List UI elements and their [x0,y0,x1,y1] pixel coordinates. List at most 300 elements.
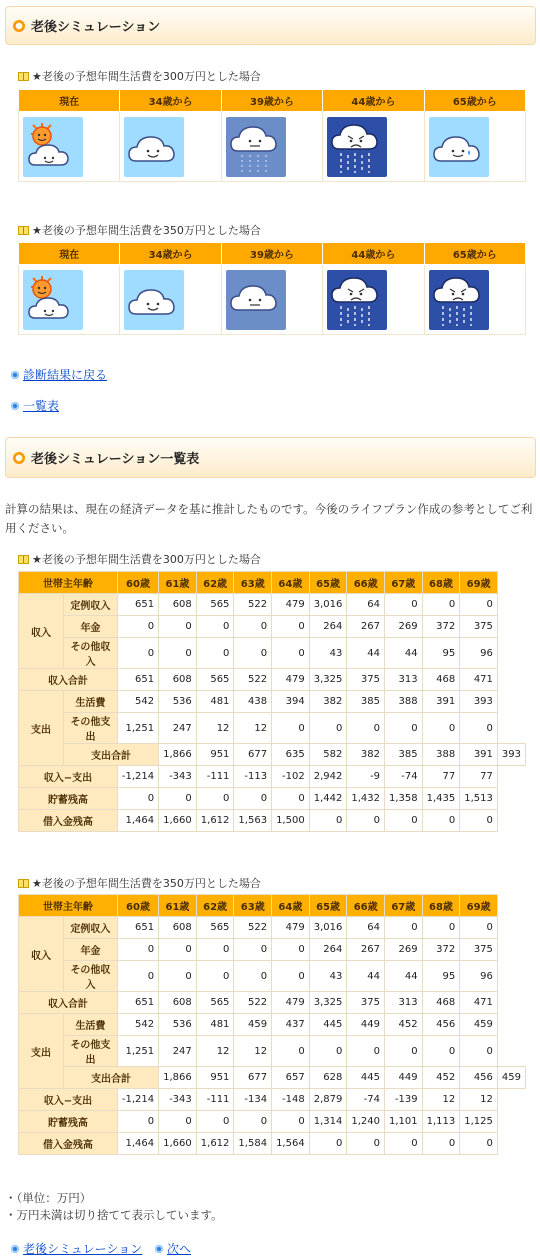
value-cell: 269 [384,616,422,638]
value-cell: 1,464 [117,1133,158,1155]
value-cell: 452 [422,1067,460,1089]
value-cell: 565 [196,669,234,691]
value-cell: -148 [272,1089,310,1111]
value-cell: 0 [196,961,234,992]
value-cell: 445 [309,1014,347,1036]
age-header: 67歳 [384,895,422,917]
value-cell: 0 [234,1111,272,1133]
value-cell: 459 [497,1067,525,1089]
value-cell: 565 [196,992,234,1014]
weather-cell [424,112,525,182]
weather-cell [221,112,322,182]
value-cell: 0 [272,713,310,744]
value-cell: 1,251 [117,1036,158,1067]
value-cell: -1,214 [117,766,158,788]
value-cell: 452 [384,1014,422,1036]
value-cell: 313 [384,992,422,1014]
weather-header: 39歳から [221,90,322,112]
value-cell: 481 [196,691,234,713]
weather-cell [424,265,525,335]
weather-cell [323,112,424,182]
weather-cell [120,112,221,182]
link-text: 診断結果に戻る [23,368,108,382]
value-cell: 0 [384,594,422,616]
value-cell: 1,435 [422,788,460,810]
age-header: 69歳 [460,572,498,594]
value-cell: -111 [196,1089,234,1111]
value-cell: 394 [272,691,310,713]
value-cell: 43 [309,638,347,669]
group-label: 支出 [19,1014,64,1089]
value-cell: 0 [422,810,460,832]
value-cell: 1,612 [196,1133,234,1155]
value-cell: 12 [234,713,272,744]
value-cell: 64 [347,594,385,616]
value-cell: 565 [196,594,234,616]
weather-table-350 [18,242,526,335]
value-cell: 449 [347,1014,385,1036]
value-cell: 43 [309,961,347,992]
value-cell: -9 [347,766,385,788]
value-cell: 0 [422,1133,460,1155]
table-header-row [19,895,526,917]
value-cell: 582 [309,744,347,766]
section-title-text: 老後シミュレーション [31,20,161,35]
value-cell: 0 [384,1036,422,1067]
value-cell: 0 [309,1133,347,1155]
value-cell: 267 [347,616,385,638]
value-cell: 0 [196,939,234,961]
simulation-link[interactable] [11,1240,142,1257]
row-label: その他収入 [64,961,118,992]
value-cell: 471 [460,669,498,691]
weather-cell [221,265,322,335]
value-cell: 0 [460,713,498,744]
value-cell: 1,564 [272,1133,310,1155]
value-cell: 1,240 [347,1111,385,1133]
value-cell: 3,325 [309,669,347,691]
value-cell: 0 [117,939,158,961]
value-cell: 0 [347,713,385,744]
value-cell: 0 [159,1111,197,1133]
angry-rain-cloud-icon [327,270,387,330]
data-caption-350 [18,875,261,891]
weather-header: 65歳から [424,90,525,112]
sunny-cloud-icon [23,117,83,177]
value-cell: 0 [159,939,197,961]
age-header: 65歳 [309,572,347,594]
value-cell: 1,251 [117,713,158,744]
link-bullet-icon [11,1245,19,1253]
value-cell: -134 [234,1089,272,1111]
age-header: 69歳 [460,895,498,917]
value-cell: 12 [422,1089,460,1111]
value-cell: 0 [117,961,158,992]
age-header: 62歳 [196,572,234,594]
value-cell: 437 [272,1014,310,1036]
value-cell: 542 [117,1014,158,1036]
value-cell: 542 [117,691,158,713]
age-header: 63歳 [234,572,272,594]
value-cell: 1,584 [234,1133,272,1155]
row-label: 定例収入 [64,917,118,939]
row-label: 定例収入 [64,594,118,616]
value-cell: 536 [159,1014,197,1036]
value-cell: 1,866 [159,1067,197,1089]
weather-header: 44歳から [323,243,424,265]
value-cell: 95 [422,961,460,992]
value-cell: 0 [272,1111,310,1133]
orange-bullet-icon [13,20,25,32]
value-cell: -1,214 [117,1089,158,1111]
value-cell: 96 [460,961,498,992]
value-cell: 468 [422,992,460,1014]
age-header: 68歳 [422,895,460,917]
value-cell: 1,464 [117,810,158,832]
table-row [19,744,526,766]
value-cell: 0 [272,638,310,669]
row-label: 貯蓄残高 [19,1111,118,1133]
link-bullet-icon [155,1245,163,1253]
row-label: 貯蓄残高 [19,788,118,810]
value-cell: 677 [234,744,272,766]
value-cell: 445 [347,1067,385,1089]
value-cell: 456 [422,1014,460,1036]
table-row [19,594,526,616]
value-cell: 677 [234,1067,272,1089]
row-label: その他支出 [64,1036,118,1067]
row-label: 収入合計 [19,992,118,1014]
value-cell: 375 [347,992,385,1014]
weather-table-300 [18,89,526,182]
value-cell: 2,879 [309,1089,347,1111]
age-header: 60歳 [117,895,158,917]
row-label: 生活費 [64,1014,118,1036]
book-icon [18,555,29,564]
value-cell: 479 [272,669,310,691]
value-cell: 0 [460,917,498,939]
value-cell: 0 [347,1133,385,1155]
row-label: 年金 [64,616,118,638]
table-row [19,638,526,669]
value-cell: 0 [234,788,272,810]
value-cell: 456 [460,1067,498,1089]
row-label: 支出合計 [64,1067,159,1089]
intro-text: 計算の結果は、現在の経済データを基に推計したものです。今後のライフプラン作成の参考としてご利用ください。 [5,502,533,535]
data-caption-300 [18,551,261,567]
value-cell: 44 [347,638,385,669]
value-cell: 522 [234,917,272,939]
table-row [19,992,526,1014]
weather-header: 34歳から [120,90,221,112]
row-label: 収入−支出 [19,766,118,788]
value-cell: 96 [460,638,498,669]
value-cell: 0 [422,1036,460,1067]
note-unit: ・（単位：万円） [5,1191,92,1205]
group-label: 収入 [19,917,64,992]
value-cell: 657 [272,1067,310,1089]
value-cell: 459 [460,1014,498,1036]
weather-header: 65歳から [424,243,525,265]
value-cell: 375 [347,669,385,691]
smiling-cloud-icon [124,270,184,330]
row-label: その他支出 [64,713,118,744]
value-cell: 608 [159,992,197,1014]
age-header: 65歳 [309,895,347,917]
value-cell: 77 [422,766,460,788]
value-cell: -102 [272,766,310,788]
caption-text: ★老後の予想年間生活費を350万円とした場合 [32,224,261,237]
value-cell: 0 [422,594,460,616]
list-link[interactable] [11,397,59,414]
value-cell: 0 [309,810,347,832]
group-label: 収入 [19,594,64,669]
value-cell: 608 [159,669,197,691]
value-cell: 0 [347,1036,385,1067]
value-cell: 536 [159,691,197,713]
weather-header: 39歳から [221,243,322,265]
value-cell: 1,500 [272,810,310,832]
angry-rain-cloud-icon [429,270,489,330]
table-row [19,939,526,961]
value-cell: 393 [460,691,498,713]
value-cell: 479 [272,992,310,1014]
value-cell: 468 [422,669,460,691]
weather-cell [19,265,120,335]
link-bullet-icon [11,402,19,410]
table-row [19,788,526,810]
age-corner-header: 世帯主年齢 [19,895,118,917]
weather-cell [19,112,120,182]
value-cell: -343 [159,766,197,788]
caption-text: ★老後の予想年間生活費を350万円とした場合 [32,877,261,890]
value-cell: 388 [384,691,422,713]
table-row [19,616,526,638]
table-row [19,1036,526,1067]
value-cell: 0 [272,788,310,810]
value-cell: 1,660 [159,810,197,832]
value-cell: 0 [460,1133,498,1155]
value-cell: 12 [234,1036,272,1067]
age-header: 66歳 [347,572,385,594]
value-cell: 951 [196,1067,234,1089]
link-bullet-icon [11,371,19,379]
value-cell: -74 [384,766,422,788]
value-cell: 1,432 [347,788,385,810]
orange-bullet-icon [13,452,25,464]
value-cell: 44 [384,638,422,669]
value-cell: 438 [234,691,272,713]
table-row [19,1089,526,1111]
weather-header: 34歳から [120,243,221,265]
value-cell: 372 [422,616,460,638]
data-table-350 [18,894,526,1155]
value-cell: -139 [384,1089,422,1111]
age-header: 64歳 [272,895,310,917]
value-cell: 635 [272,744,310,766]
value-cell: 385 [347,691,385,713]
age-header: 62歳 [196,895,234,917]
row-label: 借入金残高 [19,1133,118,1155]
value-cell: 0 [384,1133,422,1155]
value-cell: -113 [234,766,272,788]
row-label: 生活費 [64,691,118,713]
value-cell: 1,612 [196,810,234,832]
value-cell: 0 [309,1036,347,1067]
value-cell: 0 [196,638,234,669]
value-cell: 0 [159,638,197,669]
value-cell: 391 [460,744,498,766]
weather-header: 44歳から [323,90,424,112]
value-cell: 12 [196,713,234,744]
value-cell: 44 [347,961,385,992]
age-header: 63歳 [234,895,272,917]
value-cell: 1,513 [460,788,498,810]
age-header: 67歳 [384,572,422,594]
value-cell: 0 [159,616,197,638]
row-label: 収入合計 [19,669,118,691]
value-cell: 385 [384,744,422,766]
age-header: 68歳 [422,572,460,594]
row-label: その他収入 [64,638,118,669]
book-icon [18,72,29,81]
value-cell: 393 [497,744,525,766]
back-to-results-link[interactable] [11,366,107,383]
table-row [19,669,526,691]
table-row [19,961,526,992]
value-cell: 0 [196,788,234,810]
section-title-list [5,437,536,478]
value-cell: 0 [272,961,310,992]
value-cell: 0 [234,638,272,669]
value-cell: 64 [347,917,385,939]
value-cell: 95 [422,638,460,669]
section-title-text: 老後シミュレーション一覧表 [31,452,200,467]
value-cell: 471 [460,992,498,1014]
value-cell: 1,358 [384,788,422,810]
value-cell: 375 [460,939,498,961]
table-row [19,1067,526,1089]
table-row [19,766,526,788]
value-cell: 651 [117,992,158,1014]
value-cell: 565 [196,917,234,939]
book-icon [18,226,29,235]
cloudy-cloud-icon [226,270,286,330]
value-cell: 608 [159,594,197,616]
value-cell: 0 [422,917,460,939]
gray-drizzle-cloud-icon [226,117,286,177]
value-cell: 1,125 [460,1111,498,1133]
table-row [19,1133,526,1155]
value-cell: 0 [196,1111,234,1133]
value-cell: 313 [384,669,422,691]
weather-cell [120,265,221,335]
link-text: 老後シミュレーション [23,1242,143,1256]
value-cell: 522 [234,594,272,616]
value-cell: 0 [272,1036,310,1067]
value-cell: 3,016 [309,594,347,616]
value-cell: 0 [422,713,460,744]
value-cell: 459 [234,1014,272,1036]
value-cell: 3,325 [309,992,347,1014]
book-icon [18,879,29,888]
value-cell: 0 [117,788,158,810]
value-cell: 0 [384,917,422,939]
value-cell: 0 [117,1111,158,1133]
value-cell: 372 [422,939,460,961]
value-cell: -74 [347,1089,385,1111]
row-label: 年金 [64,939,118,961]
next-link[interactable] [155,1240,191,1257]
value-cell: 522 [234,992,272,1014]
value-cell: 479 [272,594,310,616]
value-cell: 0 [117,638,158,669]
value-cell: 0 [117,616,158,638]
value-cell: 1,563 [234,810,272,832]
value-cell: 1,442 [309,788,347,810]
table-row [19,810,526,832]
angry-rain-cloud-icon [327,117,387,177]
value-cell: 382 [309,691,347,713]
row-label: 支出合計 [64,744,159,766]
caption-text: ★老後の予想年間生活費を300万円とした場合 [32,553,261,566]
value-cell: 0 [159,788,197,810]
note-rounding: ・万円未満は切り捨てて表示しています。 [5,1208,223,1222]
value-cell: 12 [196,1036,234,1067]
value-cell: 651 [117,917,158,939]
section-title-simulation [5,6,536,45]
value-cell: 0 [309,713,347,744]
value-cell: 44 [384,961,422,992]
value-cell: 3,016 [309,917,347,939]
value-cell: 0 [234,939,272,961]
age-header: 60歳 [117,572,158,594]
value-cell: 522 [234,669,272,691]
table-row [19,713,526,744]
value-cell: 0 [196,616,234,638]
value-cell: 0 [234,616,272,638]
weather-cell [323,265,424,335]
value-cell: 269 [384,939,422,961]
row-label: 収入−支出 [19,1089,118,1111]
value-cell: 264 [309,616,347,638]
age-corner-header: 世帯主年齢 [19,572,118,594]
value-cell: 1,101 [384,1111,422,1133]
value-cell: 391 [422,691,460,713]
weather-caption-350 [18,222,261,238]
table-row [19,691,526,713]
value-cell: 0 [384,810,422,832]
value-cell: 481 [196,1014,234,1036]
value-cell: 0 [460,1036,498,1067]
value-cell: 1,113 [422,1111,460,1133]
value-cell: 0 [234,961,272,992]
value-cell: 0 [272,616,310,638]
weather-header: 現在 [19,243,120,265]
value-cell: 1,314 [309,1111,347,1133]
sunny-cloud-icon [23,270,83,330]
table-header-row [19,572,526,594]
value-cell: 449 [384,1067,422,1089]
caption-text: ★老後の予想年間生活費を300万円とした場合 [32,70,261,83]
value-cell: 375 [460,616,498,638]
sweating-cloud-icon [429,117,489,177]
value-cell: 651 [117,594,158,616]
age-header: 61歳 [159,572,197,594]
data-table-300 [18,571,526,832]
value-cell: 0 [347,810,385,832]
value-cell: 0 [159,961,197,992]
